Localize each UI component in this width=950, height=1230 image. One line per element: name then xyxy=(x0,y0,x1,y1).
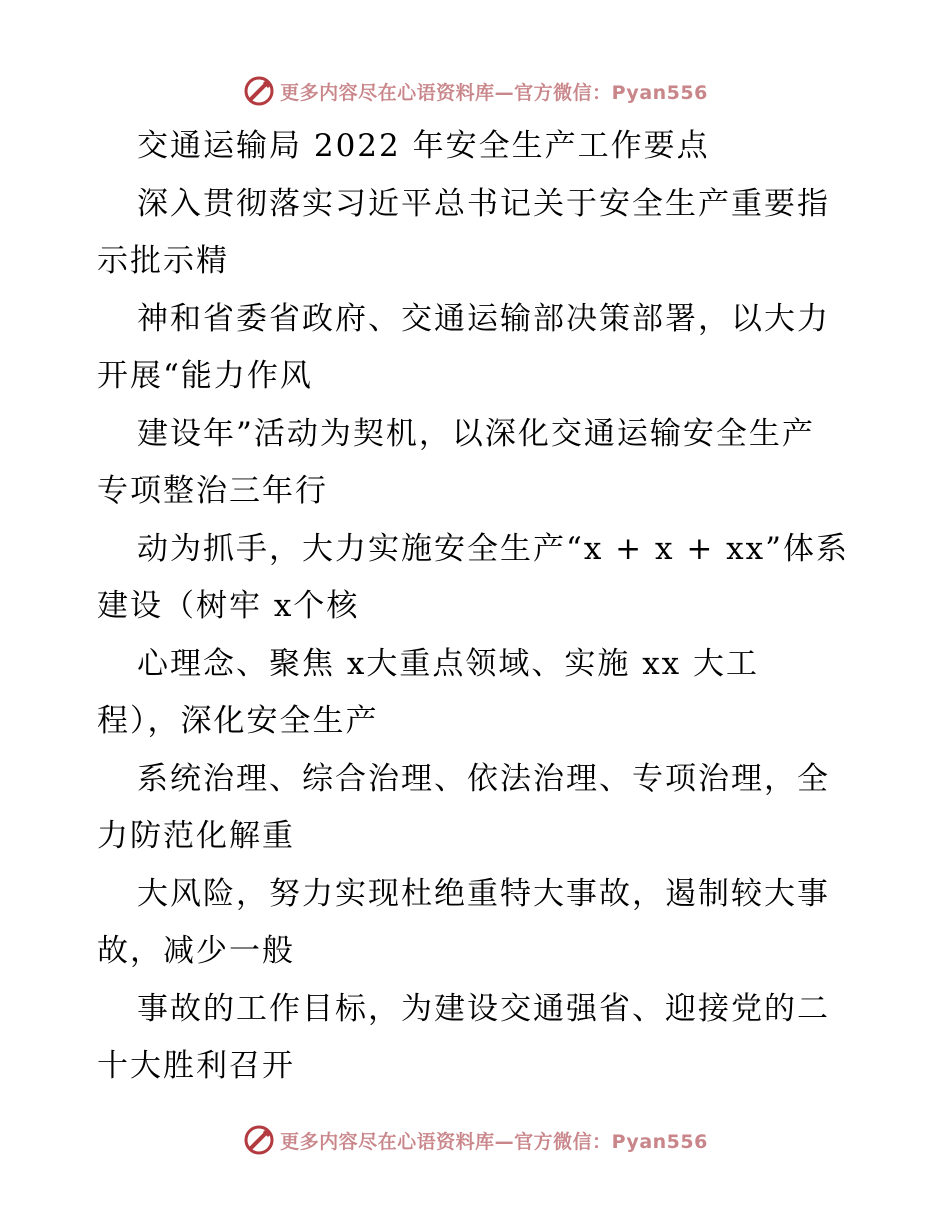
pen-logo-icon xyxy=(242,74,276,108)
text-line: 示批示精 xyxy=(97,243,229,279)
header-banner-text: 更多内容尽在心语资料库—官方微信：Pyan556 xyxy=(280,81,708,104)
footer-banner-text: 更多内容尽在心语资料库—官方微信：Pyan556 xyxy=(280,1130,708,1153)
text-line: 建设（树牢 x个核 xyxy=(97,588,360,624)
text-line: 十大胜利召开 xyxy=(97,1048,295,1084)
text-line: 神和省委省政府、交通运输部决策部署，以大力 xyxy=(137,300,830,337)
text-line: 事故的工作目标，为建设交通强省、迎接党的二 xyxy=(137,990,830,1027)
text-line: 系统治理、综合治理、依法治理、专项治理，全 xyxy=(137,760,830,797)
text-line: 程），深化安全生产 xyxy=(97,703,379,739)
footer-banner xyxy=(0,1120,950,1160)
text-line: 心理念、聚焦 x大重点领域、实施 xx 大工 xyxy=(137,645,760,682)
document-title: 交通运输局 2022 年安全生产工作要点 xyxy=(137,128,710,164)
text-line: 深入贯彻落实习近平总书记关于安全生产重要指 xyxy=(137,185,830,222)
text-line: 建设年”活动为契机，以深化交通运输安全生产 xyxy=(137,415,815,452)
pen-logo-icon xyxy=(242,1123,276,1157)
text-line: 力防范化解重 xyxy=(97,818,295,854)
text-line: 大风险，努力实现杜绝重特大事故，遏制较大事 xyxy=(137,875,830,912)
document-body xyxy=(97,118,857,1096)
text-line: 动为抓手，大力实施安全生产“x + x + xx”体系 xyxy=(137,530,849,567)
text-line: 专项整治三年行 xyxy=(97,473,328,509)
text-line: 故，减少一般 xyxy=(97,933,295,969)
text-line: 开展“能力作风 xyxy=(97,358,313,394)
header-banner xyxy=(0,71,950,111)
